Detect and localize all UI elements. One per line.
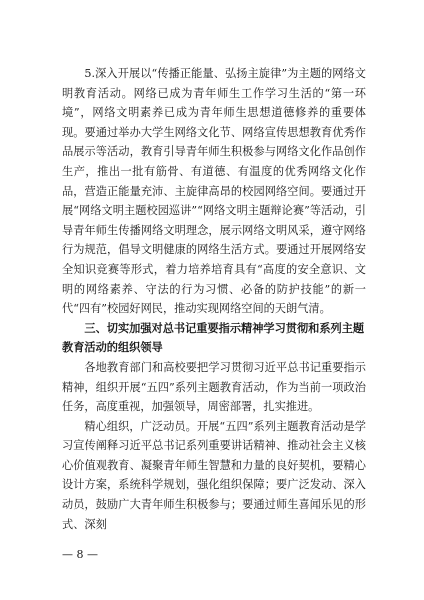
page-number: — 8 — [62, 548, 98, 561]
paragraph-mobilization: 精心组织，广泛动员。开展“五四”系列主题教育活动是学习宣传阐释习近平总书记系列重要讲话精神、推动社会主义核心价值观教育、凝聚青年师生智慧和力量的良好契机，要精心设计方案，系统科学规划，强化组织保障；要广泛发动、深入动员，鼓励广大青年师生积极参与；要通过师生喜闻乐见的形式、深刻 [62, 419, 366, 531]
section-heading-organization: 三、切实加强对总书记重要指示精神学习贯彻和系列主题教育活动的组织领导 [62, 321, 365, 355]
paragraph-leadership: 各地教育部门和高校要把学习贯彻习近平总书记重要指示精神，组织开展“五四”系列主题教育活动，作为当前一项政治任务，高度重视，加强领导，周密部署，扎实推进。 [62, 360, 366, 414]
paragraph-network-civilization: 5.深入开展以“传播正能量、弘扬主旋律”为主题的网络文明教育活动。网络已成为青年师生工作学习生活的“第一环境”，网络文明素养已成为青年师生思想道德修养的重要体现。要通过举办大学生网络文化节、网络宣传思想教育优秀作品展示等活动，教育引导青年师生积极参与网络文化作品创作生产，推出一批有筋骨、有道德、有温度的优秀网络文化作品，营造正能量充沛、主旋律高昂的校园网络空间。要通过开展“网络文明主题校园巡讲”“网络文明主题辩论赛”等活动，引导青年师生传播网络文明理念，展示网络文明风采，遵守网络行为规范，倡导文明健康的网络生活方式。要通过开展网络安全知识竞赛等形式，着力培养培育具有“高度的安全意识、文明的网络素养、守法的行为习惯、必备的防护技能”的新一代“四有”校园好网民，推动实现网络空间的天朗气清。 [62, 67, 366, 316]
document-body [62, 64, 366, 534]
